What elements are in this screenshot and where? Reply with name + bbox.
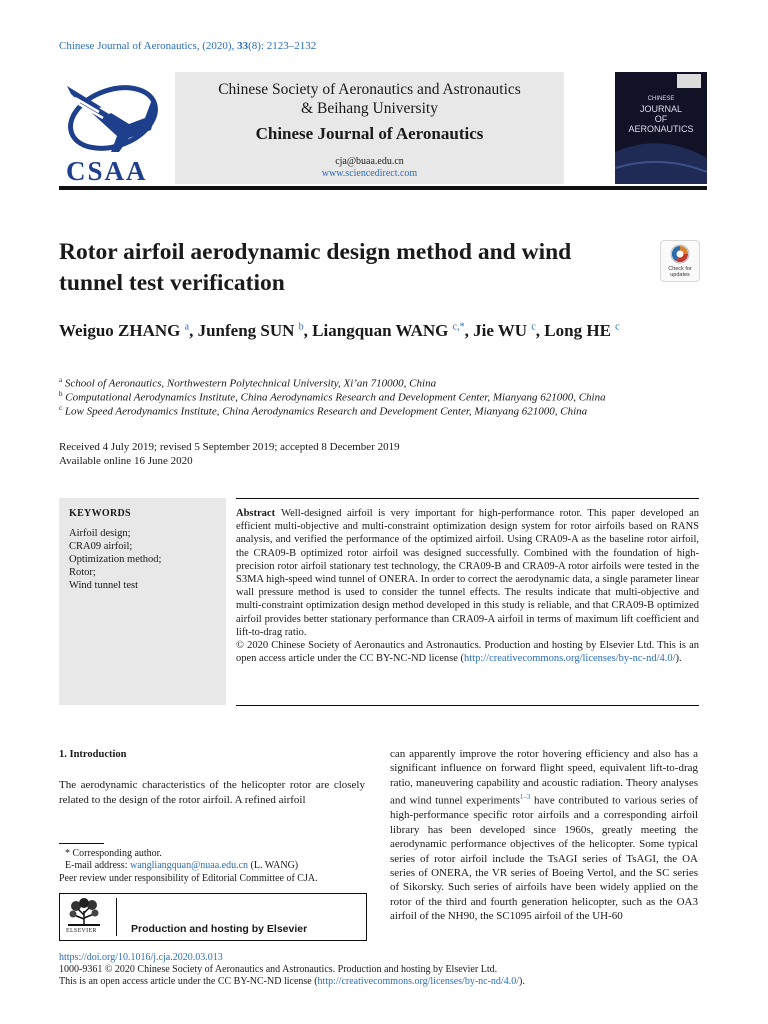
affiliation-marker: c: [59, 404, 63, 412]
affiliation-text: Low Speed Aerodynamics Institute, China Aerodynamics Research and Development Center, Mianyang 621000, China: [64, 405, 588, 418]
abstract-bottom-rule: [236, 705, 699, 706]
author-affiliation-marker[interactable]: b: [298, 321, 304, 333]
csaa-plane-emblem-icon: [59, 72, 171, 158]
keyword-item: CRA09 airfoil;: [69, 541, 133, 552]
check-updates-label: [661, 266, 699, 278]
author-separator: ,: [464, 321, 474, 340]
affiliation: [59, 404, 587, 418]
elsevier-divider: [116, 898, 117, 936]
citation-journal: Chinese Journal of Aeronautics, (2020),: [59, 40, 238, 52]
check-updates-line: Check for: [668, 266, 692, 272]
author-affiliation-marker[interactable]: c,*: [452, 321, 465, 333]
society-line-1: Chinese Society of Aeronautics and Astronautics: [218, 81, 521, 98]
header-divider: [59, 186, 707, 190]
keyword-item: Optimization method;: [69, 554, 162, 565]
affiliation-text: Computational Aerodynamics Institute, China Aerodynamics Research and Development Center, Mianyang 621000, China: [65, 391, 606, 404]
abstract-label: Abstract: [236, 508, 276, 519]
cover-title-line: OF: [654, 114, 668, 124]
article-title: [59, 237, 619, 299]
csaa-logo-text: CSAA: [66, 156, 148, 186]
citation-pages: (8): 2123–2132: [248, 40, 317, 52]
doi-link[interactable]: https://doi.org/10.1016/j.cja.2020.03.013: [59, 952, 223, 963]
journal-contact: [175, 156, 564, 180]
journal-cover-thumbnail[interactable]: [615, 72, 707, 184]
abstract-text: Well-designed airfoil is very important for high-performance rotor. This paper developed an efficient multi-objective and multi-constraint optimization design system for rotor airfoils based on RANS analysis, and verified the performance of the optimized airfoil. Using CRA09-A as the baseline rotor airfoil, the CRA09-B optimized rotor airfoil was designed successfully. Combined with the foundation of high-precision rotor airfoil stationary test technology, the CRA09-B and CRA09-A rotor airfoils were tested in the S3MA high-speed wind tunnel of ONERA. In order to correct the aerodynamic data, a single parameter linear wall pressure method is used to consider the tunnel effects. The results indicate that multi-objective and multi-constraint optimization design method developed in this study is reliable, and that CRA09-B optimized airfoil provides better stationary performance than CRA09-A airfoil in terms of maximum lift coefficient and lift-to-drag ratio.: [236, 508, 699, 638]
elsevier-hosting-text: Production and hosting by Elsevier: [131, 923, 308, 935]
open-access-text: This is an open access article under the CC BY-NC-ND license (: [59, 976, 318, 987]
check-for-updates-button[interactable]: [660, 240, 700, 282]
author-name[interactable]: Jie WU: [473, 321, 528, 340]
abstract-copyright: © 2020 Chinese Society of Aeronautics and Astronautics. Production and hosting by Elsevier Ltd. This is an open access article under the CC BY-NC-ND license (: [236, 640, 699, 665]
author-name[interactable]: Weiguo ZHANG: [59, 321, 181, 340]
cover-title-line: AERONAUTICS: [628, 124, 694, 134]
article-history: [59, 440, 400, 468]
check-updates-line: updates: [670, 272, 690, 278]
affiliation-text: School of Aeronautics, Northwestern Polytechnical University, Xi’an 710000, China: [64, 377, 437, 390]
peer-review-note: Peer review under responsibility of Editorial Committee of CJA.: [59, 873, 318, 884]
elsevier-wordmark: ELSEVIER: [66, 928, 97, 934]
keywords-title: KEYWORDS: [69, 508, 131, 519]
affiliation-marker: b: [59, 390, 63, 398]
elsevier-hosting-box: [59, 893, 367, 941]
email-label: E-mail address:: [65, 860, 130, 871]
abstract-body: [236, 507, 699, 665]
society-line-2: & Beihang University: [301, 100, 438, 117]
intro-right-text: can apparently improve the rotor hovering efficiency and also has a significant influence on forward flight speed, equivalent lift-to-drag ratio, maneuvering capability and acoustic radiation. Theory analyses and wind tunnel experiments: [390, 748, 698, 807]
corresponding-author-note: * Corresponding author.: [65, 848, 162, 859]
journal-name: Chinese Journal of Aeronautics: [255, 124, 484, 143]
abstract-copyright-end: ).: [675, 653, 682, 665]
section-heading-introduction: 1. Introduction: [59, 749, 127, 760]
author-affiliation-marker[interactable]: c: [615, 321, 620, 333]
journal-email: cja@buaa.edu.cn: [335, 156, 404, 167]
author-separator: ,: [535, 321, 545, 340]
author-affiliation-marker[interactable]: a: [184, 321, 190, 333]
affiliation-marker: a: [59, 376, 63, 384]
author-name[interactable]: Long HE: [544, 321, 611, 340]
keyword-item: Rotor;: [69, 567, 96, 578]
affiliation: [59, 390, 606, 404]
author-name[interactable]: Liangquan WANG: [312, 321, 449, 340]
keyword-item: Wind tunnel test: [69, 580, 138, 591]
cover-title-line: JOURNAL: [639, 104, 682, 114]
article-title-line-1: Rotor airfoil aerodynamic design method and wind: [59, 239, 572, 265]
author-email-link[interactable]: wangliangquan@nuaa.edu.cn: [129, 860, 249, 871]
affiliation: [59, 376, 436, 390]
author-separator: ,: [189, 321, 198, 340]
journal-website-link[interactable]: www.sciencedirect.com: [321, 168, 418, 179]
open-access-end: ).: [518, 976, 525, 987]
reference-link[interactable]: 1–3: [519, 793, 531, 802]
email-suffix: (L. WANG): [248, 860, 299, 871]
author-list: [59, 321, 620, 341]
author-separator: ,: [303, 321, 313, 340]
footnote-divider: [59, 843, 104, 844]
check-updates-icon: [670, 244, 690, 264]
author-name[interactable]: Junfeng SUN: [197, 321, 295, 340]
society-name: [175, 80, 564, 118]
keyword-item: Airfoil design;: [69, 528, 131, 539]
journal-citation[interactable]: [59, 40, 316, 52]
license-link[interactable]: http://creativecommons.org/licenses/by-nc-nd/4.0/: [464, 653, 676, 665]
cover-title: [615, 94, 707, 134]
article-title-line-2: tunnel test verification: [59, 270, 285, 296]
abstract-top-rule: [236, 498, 699, 499]
intro-left-column: The aerodynamic characteristics of the helicopter rotor are closely related to the design of the rotor airfoil. A refined airfoil: [59, 779, 365, 806]
open-access-license-link[interactable]: http://creativecommons.org/licenses/by-nc-nd/4.0/: [317, 976, 519, 987]
author-affiliation-marker[interactable]: c: [531, 321, 536, 333]
available-online-date: Available online 16 June 2020: [59, 455, 193, 467]
citation-volume: 33: [237, 40, 249, 52]
issn-copyright: 1000-9361 © 2020 Chinese Society of Aeronautics and Astronautics. Production and hosting by Elsevier Ltd.: [59, 964, 498, 975]
open-access-note: [59, 976, 525, 988]
cover-title-line: CHINESE: [647, 96, 675, 102]
email-footnote: [65, 860, 298, 872]
intro-right-column: [390, 747, 698, 924]
received-dates: Received 4 July 2019; revised 5 September 2019; accepted 8 December 2019: [59, 441, 400, 453]
intro-right-text-continued: have contributed to various series of high-performance specific rotor airfoils and a corresponding airfoil library has been developed since 1960s, greatly meeting the aerodynamic performance objectives of the helicopter. Some typical series of rotor airfoil include the TsAGI series of TsAGI, the OA series of ONERA, the VR series of Boeing Vertol, and the SC series of Sikorsky. Such series of airfoils have been widely applied on the rotor of the third and fourth generation helicopter, such as the OA3 airfoil of the NH90, the SC1095 airfoil of the UH-60: [390, 794, 698, 923]
